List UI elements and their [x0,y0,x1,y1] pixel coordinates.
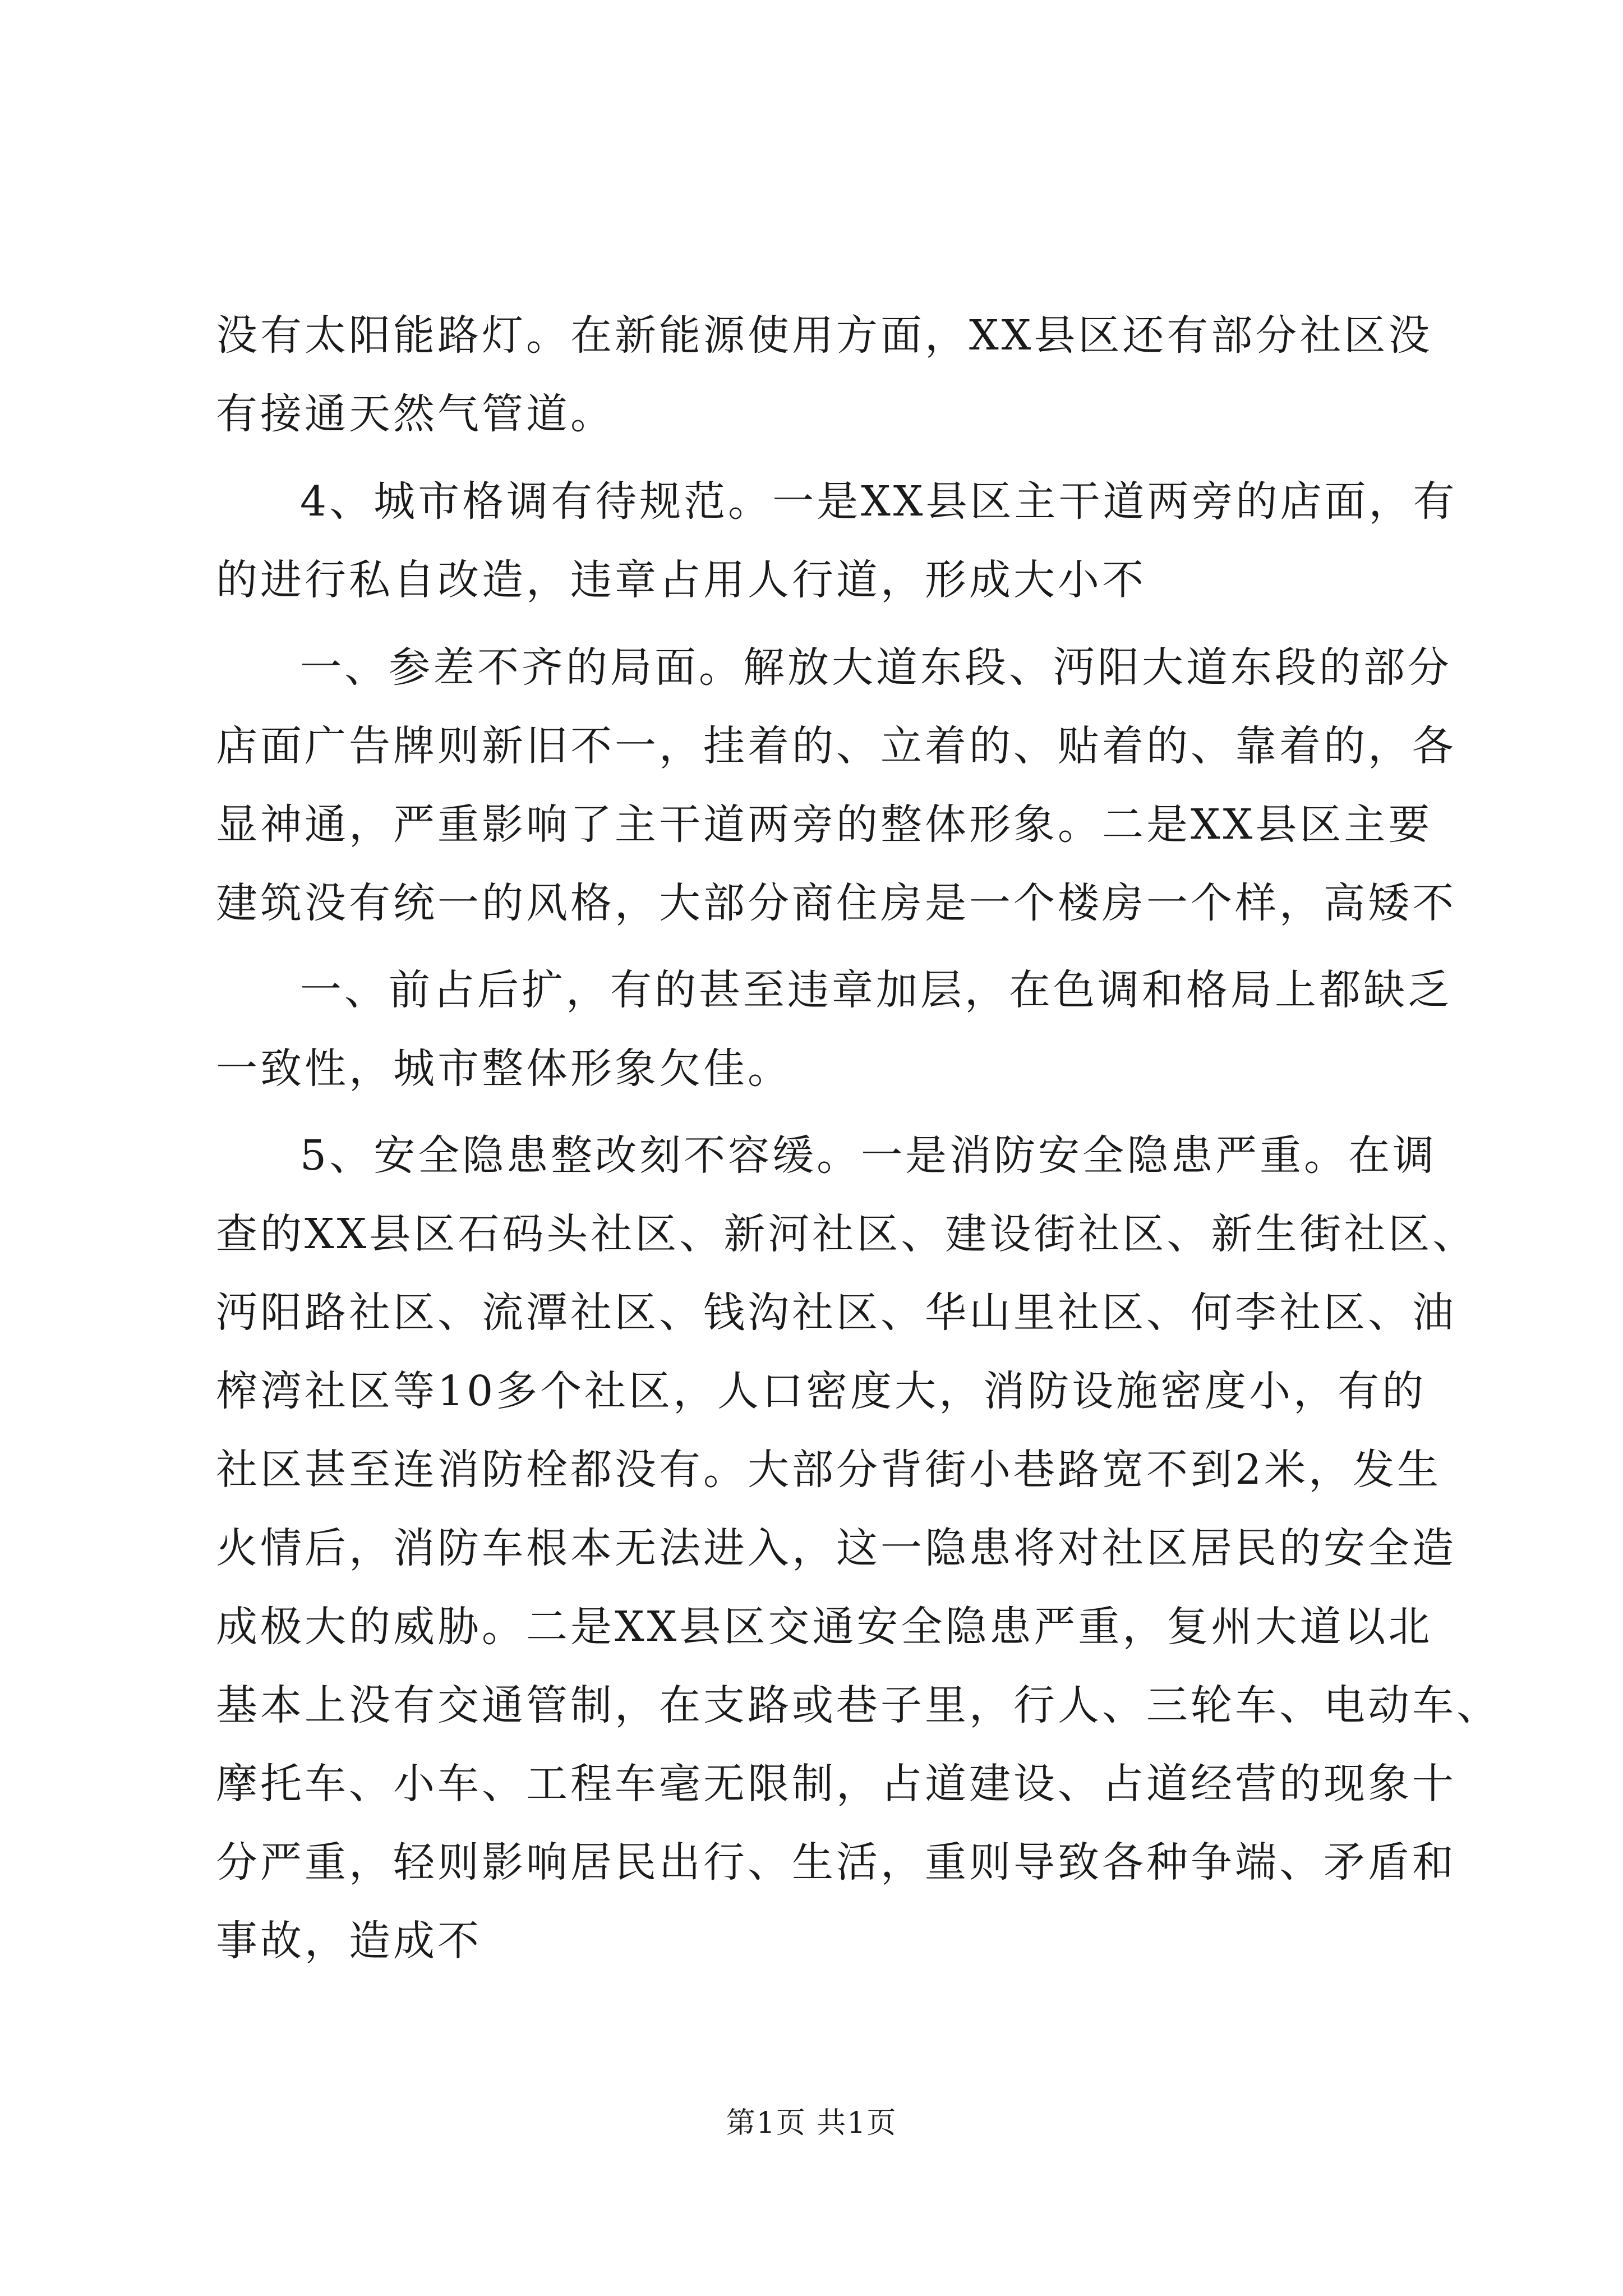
text-line: 基本上没有交通管制，在支路或巷子里，行人、三轮车、电动车、 [216,1681,1501,1729]
page-number-footer: 第1页 共1页 [726,2106,897,2140]
text-line: 沔阳路社区、流潭社区、钱沟社区、华山里社区、何李社区、油 [216,1289,1456,1337]
text-line: 成极大的威胁。二是XX县区交通安全隐患严重，复州大道以北 [216,1603,1433,1651]
text-line: 没有太阳能路灯。在新能源使用方面，XX县区还有部分社区没 [216,311,1433,360]
text-line: 的进行私自改造，违章占用人行道，形成大小不 [216,556,1146,604]
text-line: 有接通天然气管道。 [216,390,615,438]
text-line: 查的XX县区石码头社区、新河社区、建设街社区、新生街社区、 [216,1210,1477,1258]
text-line: 一致性，城市整体形象欠佳。 [216,1045,792,1093]
text-line: 摩托车、小车、工程车毫无限制，占道建设、占道经营的现象十 [216,1760,1456,1808]
text-line: 事故，造成不 [216,1917,482,1965]
paragraph-start-line: 5、安全隐患整改刻不容缓。一是消防安全隐患严重。在调 [300,1131,1437,1180]
text-line: 社区甚至连消防栓都没有。大部分背街小巷路宽不到2米，发生 [216,1446,1442,1494]
text-line: 店面广告牌则新旧不一，挂着的、立着的、贴着的、靠着的，各 [216,722,1456,770]
paragraph-start-line: 4、城市格调有待规范。一是XX县区主干道两旁的店面，有 [300,477,1458,526]
text-line: 榨湾社区等10多个社区，人口密度大，消防设施密度小，有的 [216,1367,1427,1415]
text-line: 分严重，轻则影响居民出行、生活，重则导致各种争端、矛盾和 [216,1838,1456,1887]
text-line: 显神通，严重影响了主干道两旁的整体形象。二是XX县区主要 [216,800,1433,849]
text-line: 火情后，消防车根本无法进入，这一隐患将对社区居民的安全造 [216,1524,1456,1572]
paragraph-start-line: 一、前占后扩，有的甚至违章加层，在色调和格局上都缺乏 [300,966,1452,1014]
text-line: 建筑没有统一的风格，大部分商住房是一个楼房一个样，高矮不 [216,879,1456,927]
paragraph-start-line: 一、参差不齐的局面。解放大道东段、沔阳大道东段的部分 [300,643,1452,692]
